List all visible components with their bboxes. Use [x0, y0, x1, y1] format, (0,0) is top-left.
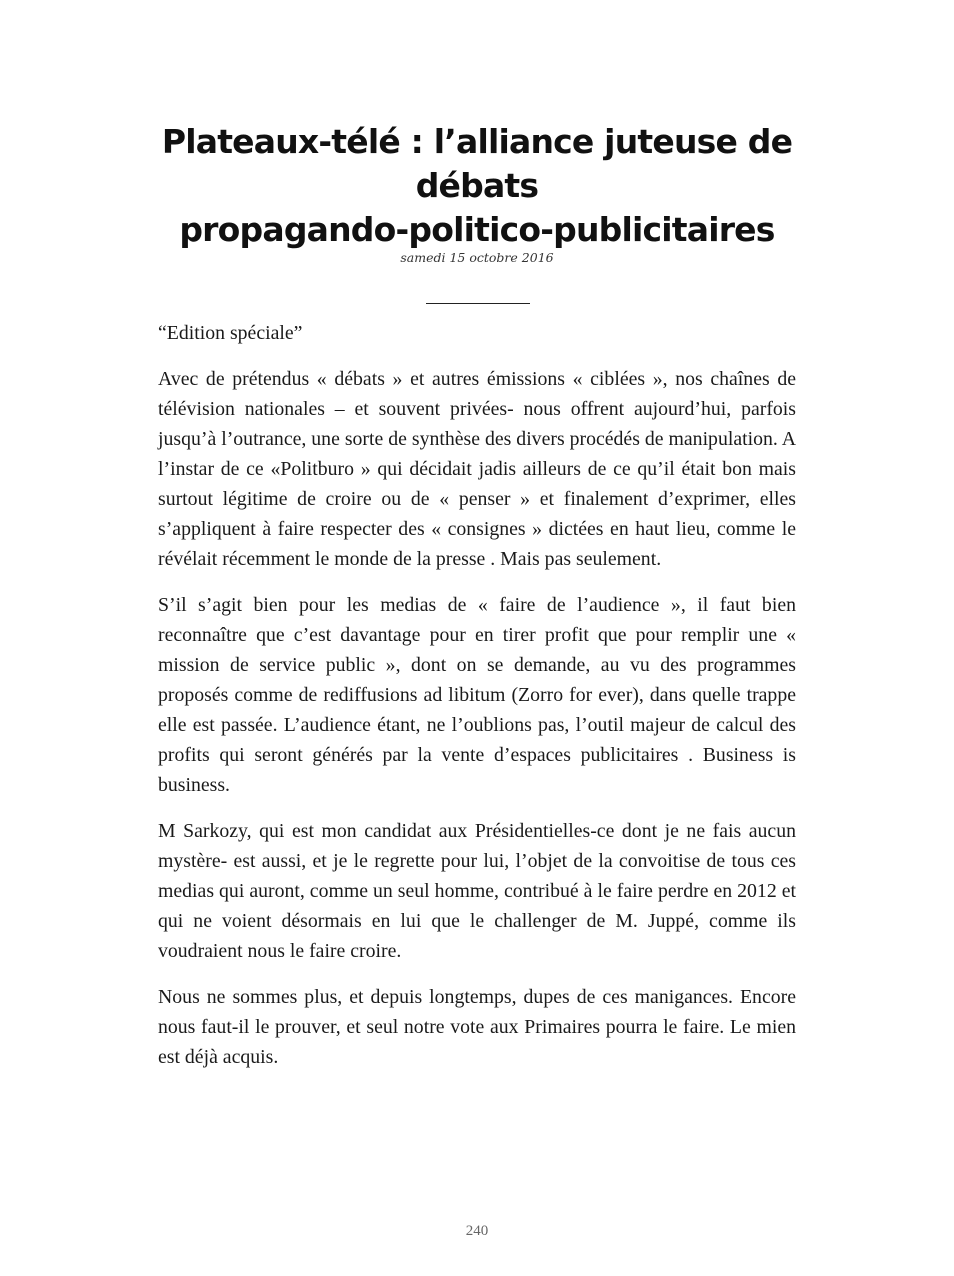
- article-paragraph: Nous ne sommes plus, et depuis longtemps, dupes de ces manigances. Encore nous faut-il le prouver, et seul notre vote aux Primaires pourra le faire. Le mien est déjà acquis.: [158, 986, 796, 1068]
- article-title-line: débats: [415, 166, 539, 205]
- article-intro: “Edition spéciale”: [158, 322, 303, 344]
- article-date: samedi 15 octobre 2016: [400, 250, 554, 265]
- article-paragraph: M Sarkozy, qui est mon candidat aux Présidentielles-ce dont je ne fais aucun mystère- est aussi, et je le regrette pour lui, l’objet de la convoitise de tous ces medias qui auront, comme un seul homme, contribué à le faire perdre en 2012 et qui ne voient désormais en lui que le challenger de M. Juppé, comme ils voudraient nous le faire croire.: [158, 820, 796, 962]
- article-body: [158, 318, 796, 1088]
- page-number: 240: [465, 1223, 489, 1239]
- article-title: [120, 120, 834, 252]
- separator-rule: [426, 303, 530, 304]
- article-paragraph: S’il s’agit bien pour les medias de « faire de l’audience », il faut bien reconnaître que c’est davantage pour en tirer profit que pour remplir une « mission de service public », dont on se demande, au vu des programmes proposés comme de rediffusions ad libitum (Zorro for ever), dans quelle trappe elle est passée. L’audience étant, ne l’oublions pas, l’outil majeur de calcul des profits qui seront générés par la vente d’espaces publicitaires . Business is business.: [158, 594, 796, 796]
- article-title-line: Plateaux-télé : l’alliance juteuse de: [161, 122, 793, 161]
- article-paragraph: Avec de prétendus « débats » et autres émissions « ciblées », nos chaînes de télévision nationales – et souvent privées- nous offrent aujourd’hui, parfois jusqu’à l’outrance, une sorte de synthèse des divers procédés de manipulation. A l’instar de ce «Politburo » qui décidait jadis ailleurs de ce qu’il était bon mais surtout légitime de croire ou de « penser » et finalement d’exprimer, elles s’appliquent à faire respecter des « consignes » dictées en haut lieu, comme le révélait récemment le monde de la presse . Mais pas seulement.: [158, 368, 796, 570]
- article-title-line: propagando-politico-publicitaires: [179, 210, 775, 249]
